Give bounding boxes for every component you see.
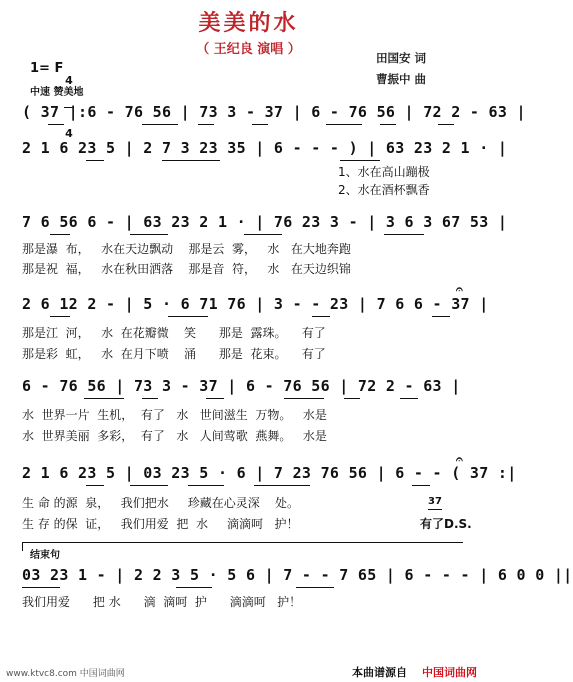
beam <box>86 485 104 486</box>
footer-watermark: www.ktvc8.com 中国词曲网 <box>6 669 125 679</box>
beam <box>188 485 224 486</box>
beam <box>438 124 454 125</box>
tempo-marking: 中速 赞美地 <box>30 87 84 98</box>
beam <box>168 316 208 317</box>
beam <box>326 124 362 125</box>
notation-row-4: 2 6 12 2 - | 5 · 6 71 76 | 3 - - 23 | 7 6 6 - 37 | <box>22 295 489 313</box>
notation-row-6: 2 1 6 23 5 | 03 23 5 · 6 | 7 23 76 56 | 6 - - ( 37 :| <box>22 464 517 482</box>
beam <box>312 316 330 317</box>
fermata-icon: 𝄐 <box>456 452 463 466</box>
beam <box>344 398 360 399</box>
beam <box>130 234 168 235</box>
lyricist-credit: 田国安 词 <box>376 51 427 65</box>
lyric-row-2-verse-1: 1、水在高山蹦极 <box>338 165 430 179</box>
lyric-row-2-verse-2: 2、水在酒杯飘香 <box>338 183 430 197</box>
lyric-row-4-verse-2: 那是彩 虹， 水 在月下喷 涌 那是 花束。 有了 <box>22 347 326 361</box>
notation-row-1: ( 37 |:6 - 76 56 | 73 3 - 37 | 6 - 76 56 | 72 2 - 63 | <box>22 103 526 121</box>
beam <box>50 234 70 235</box>
dal-segno-marking: 有了D.S. <box>420 517 472 531</box>
beam <box>86 160 104 161</box>
notation-row-5: 6 - 76 56 | 73 3 - 37 | 6 - 76 56 | 72 2 - 63 | <box>22 377 461 395</box>
beam <box>206 398 224 399</box>
repeat-pickup-notes: 37 <box>428 496 442 507</box>
beam <box>252 124 268 125</box>
fermata-icon: 𝄐 <box>456 282 463 296</box>
beam <box>176 587 212 588</box>
notation-row-2: 2 1 6 23 5 | 2 7 3 23 35 | 6 - - - ) | 63 23 2 1 · | <box>22 139 508 157</box>
lyric-row-3-verse-2: 那是祝 福， 水在秋田洒落 那是音 符， 水 在天边织锦 <box>22 262 351 276</box>
beam <box>244 234 282 235</box>
beam <box>412 485 430 486</box>
beam <box>22 587 60 588</box>
footer-source: 本曲谱源自 <box>352 666 407 679</box>
beam <box>296 587 334 588</box>
performer-subtitle: （ 王纪良 演唱 ） <box>196 42 301 57</box>
beam <box>400 398 418 399</box>
lyric-row-4-verse-1: 那是江 河， 水 在花瓣微 笑 那是 露珠。 有了 <box>22 326 326 340</box>
notation-row-7: 03 23 1 - | 2 2 3 5 · 5 6 | 7 - - 7 65 | 6 - - - | 6 0 0 || <box>22 566 573 584</box>
beam <box>50 316 70 317</box>
song-title: 美美的水 <box>198 11 299 36</box>
time-signature-bottom: 4 <box>65 127 73 140</box>
beam <box>380 124 396 125</box>
notation-row-3: 7 6 56 6 - | 63 23 2 1 · | 76 23 3 - | 3 6 3 67 53 | <box>22 213 508 231</box>
lyric-row-6-verse-1: 生 命 的源 泉， 我们把水 珍藏在心灵深 处。 <box>22 496 300 510</box>
beam <box>198 124 214 125</box>
lyric-row-6-verse-2: 生 存 的保 证， 我们用爱 把 水 滴滴呵 护！ <box>22 517 299 531</box>
beam <box>48 124 64 125</box>
beam <box>428 509 442 510</box>
beam <box>84 398 124 399</box>
time-signature-top: 4 <box>65 74 73 87</box>
footer-brand: 中国词曲网 <box>422 666 477 679</box>
beam <box>284 398 324 399</box>
beam <box>384 234 424 235</box>
key-signature: 1= F <box>30 61 64 76</box>
beam <box>254 485 310 486</box>
beam <box>142 398 158 399</box>
lyric-row-5-verse-2: 水 世界美丽 多彩， 有了 水 人间莺歌 燕舞。 水是 <box>22 429 327 443</box>
beam <box>340 160 380 161</box>
beam <box>142 124 178 125</box>
ending-label: 结束句 <box>30 550 60 561</box>
ending-bracket <box>22 542 463 551</box>
beam <box>162 160 220 161</box>
lyric-row-3-verse-1: 那是瀑 布， 水在天边飘动 那是云 雾， 水 在大地奔跑 <box>22 242 351 256</box>
beam <box>432 316 450 317</box>
lyric-row-5-verse-1: 水 世界一片 生机， 有了 水 世间滋生 万物。 水是 <box>22 408 327 422</box>
lyric-row-7: 我们用爱 把 水 滴 滴呵 护 滴滴呵 护！ <box>22 595 302 609</box>
composer-credit: 曹振中 曲 <box>376 72 427 86</box>
beam <box>130 485 168 486</box>
